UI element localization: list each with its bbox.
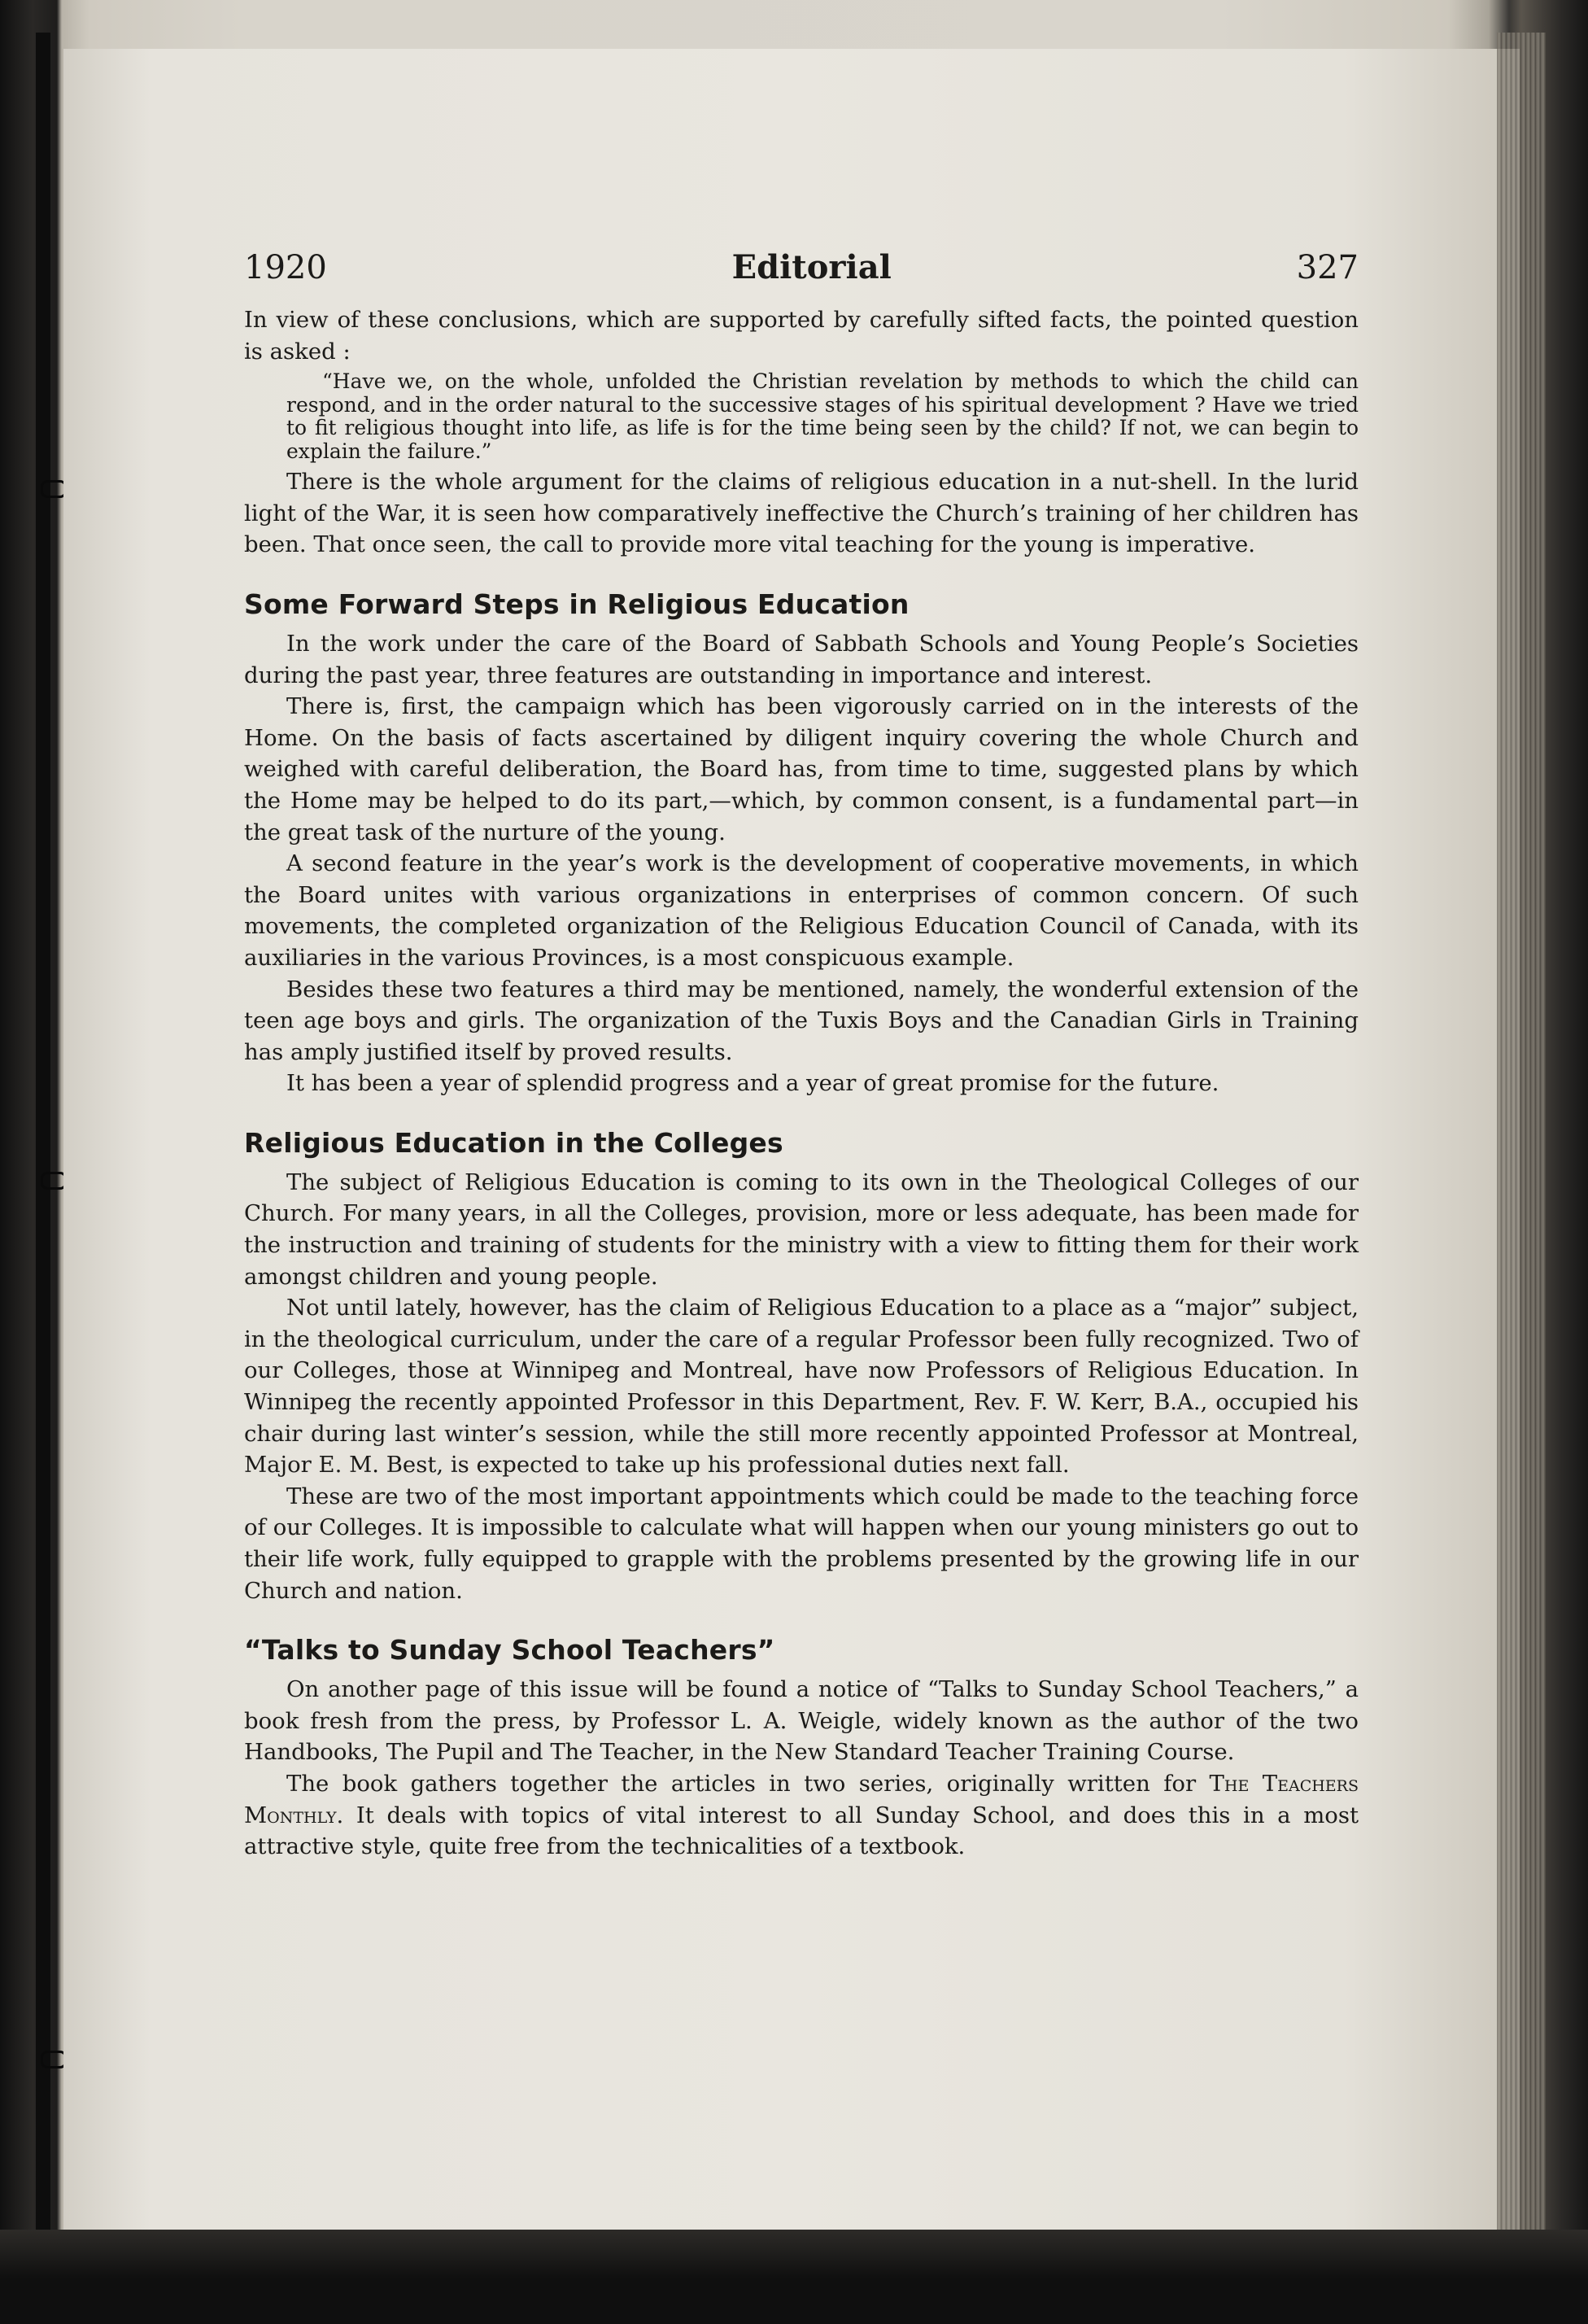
bottom-shadow [0, 2230, 1588, 2324]
block-quote [286, 370, 1359, 463]
paragraph: Not until lately, however, has the claim of Religious Education to a place as a “major” subject, in the theological curriculum, under the care of a regular Professor been fully recognized. Two of our Colleges, those at Winnipeg and Montreal, have now Professors of Religious Education. In Winnipeg the recently appointed Professor in this Department, Rev. F. W. Kerr, B.A., occupied his chair during last winter’s session, while the still more recently appointed Professor at Montreal, Major E. M. Best, is expected to take up his professional duties next fall. [244, 1295, 1359, 1479]
section-heading-forward-steps: Some Forward Steps in Religious Education [244, 588, 910, 620]
header-title: Editorial [731, 248, 892, 286]
header-year: 1920 [244, 249, 327, 286]
page-content [244, 248, 1359, 1863]
binding-edge [36, 33, 50, 2230]
paragraph [244, 1768, 1359, 1863]
running-head [244, 248, 1359, 286]
paragraph: These are two of the most important appointments which could be made to the teaching force of our Colleges. It is impossible to calculate what will happen when our young ministers go out to their life work, fully equipped to grapple with the problems presented by the growing life in our Church and nation. [244, 1483, 1359, 1604]
text-run: . It deals with topics of vital interest to all Sunday School, and does this in a most attractive style, quite free from the technicalities of a textbook. [244, 1802, 1359, 1860]
paragraph: The subject of Religious Education is coming to its own in the Theological Colleges of our Church. For many years, in all the Colleges, provision, more or less adequate, has been made for the instruction and training of students for the ministry with a view to fitting them for their work amongst children and young people. [244, 1169, 1359, 1290]
paragraph: Besides these two features a third may be mentioned, namely, the wonderful extension of the teen age boys and girls. The organization of the Tuxis Boys and the Canadian Girls in Training has amply justified itself by proved results. [244, 976, 1359, 1065]
page-edges [1497, 33, 1546, 2278]
section-heading-colleges: Religious Education in the Colleges [244, 1126, 783, 1159]
journal-name: The Teachers Monthly [244, 1770, 1359, 1828]
intro-paragraph-1: In view of these conclusions, which are supported by carefully sifted facts, the pointed question is asked : [244, 307, 1359, 365]
quote-text: “Have we, on the whole, unfolded the Christian revelation by methods to which the child can respond, and in the order natural to the successive stages of his spiritual development ? Have we tried to fit religious thought into life, as life is for the time being seen by the child? If not, we can begin to explain the failure.” [286, 369, 1359, 463]
header-page-number: 327 [1296, 249, 1359, 286]
paragraph: On another page of this issue will be found a notice of “Talks to Sunday School Teachers,” a book fresh from the press, by Professor L. A. Weigle, widely known as the author of the two Handbooks, The Pupil and The Teacher, in the New Standard Teacher Training Course. [244, 1676, 1359, 1766]
paragraph: A second feature in the year’s work is the development of cooperative movements, in which the Board unites with various organizations in enterprises of common concern. Of such movements, the completed organization of the Religious Education Council of Canada, with its auxiliaries in the various Provinces, is a most conspicuous example. [244, 850, 1359, 971]
paragraph: It has been a year of splendid progress and a year of great promise for the future. [286, 1070, 1219, 1097]
section-heading-talks: “Talks to Sunday School Teachers” [244, 1634, 775, 1667]
text-run: The book gathers together the articles in two series, originally written for [286, 1770, 1210, 1797]
paragraph: In the work under the care of the Board of Sabbath Schools and Young People’s Societies during the past year, three features are outstanding in importance and interest. [244, 630, 1359, 688]
intro-paragraph-2: There is the whole argument for the claims of religious education in a nut-shell. In the lurid light of the War, it is seen how comparatively ineffective the Church’s training of her children has been. That once seen, the call to provide more vital teaching for the young is imperative. [244, 469, 1359, 558]
paragraph: There is, first, the campaign which has been vigorously carried on in the interests of the Home. On the basis of facts ascertained by diligent inquiry covering the whole Church and weighed with careful deliberation, the Board has, from time to time, suggested plans by which the Home may be helped to do its part,—which, by common consent, is a fundamental part—in the great task of the nurture of the young. [244, 693, 1359, 845]
